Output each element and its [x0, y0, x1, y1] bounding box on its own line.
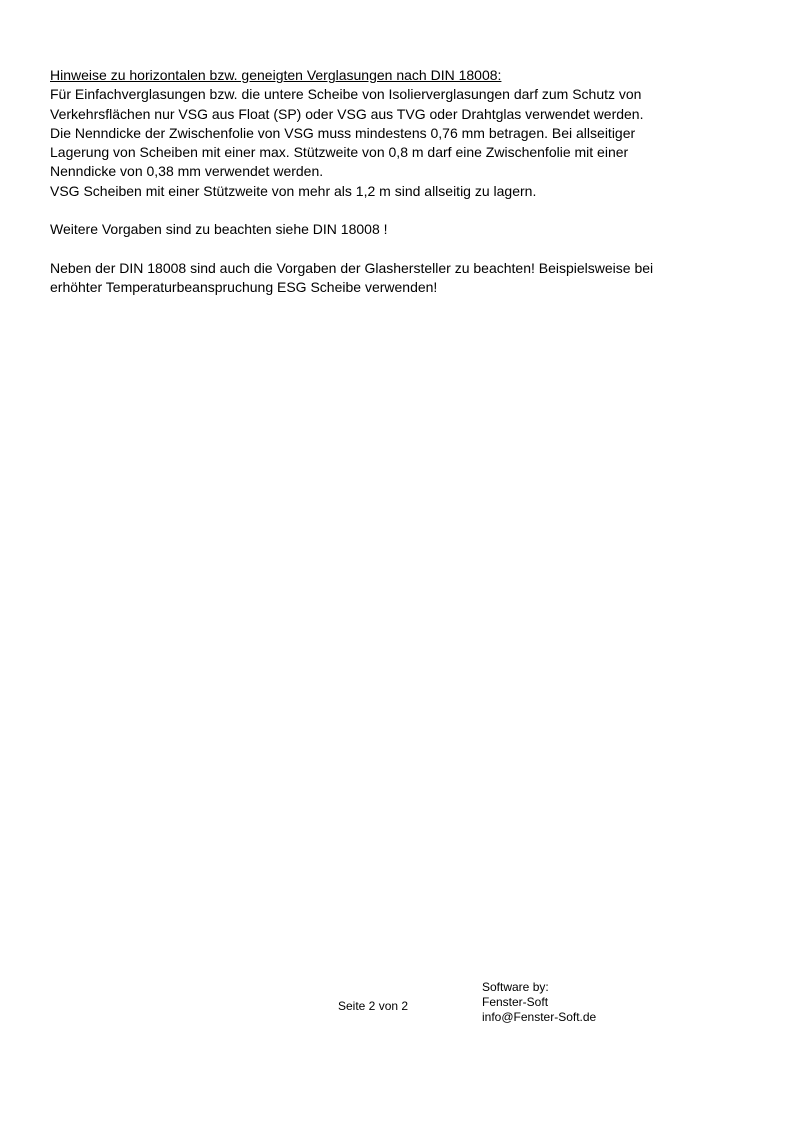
- paragraph-line: Verkehrsflächen nur VSG aus Float (SP) oder VSG aus TVG oder Drahtglas verwendet werden.: [50, 105, 644, 122]
- paragraph-spacer: [50, 201, 750, 220]
- page-number: Seite 2 von 2: [338, 999, 409, 1013]
- paragraph-manufacturer-notes: [50, 259, 750, 298]
- paragraph-spacer: [50, 240, 750, 259]
- paragraph-line: Neben der DIN 18008 sind auch die Vorgaben der Glashersteller zu beachten! Beispielsweise bei: [50, 259, 654, 276]
- document-body: [50, 66, 750, 298]
- paragraph-glazing-rules: [50, 85, 750, 201]
- paragraph-line: VSG Scheiben mit einer Stützweite von mehr als 1,2 m sind allseitig zu lagern.: [50, 182, 537, 199]
- paragraph-line: erhöhter Temperaturbeanspruchung ESG Scheibe verwenden!: [50, 279, 438, 296]
- paragraph-line: Lagerung von Scheiben mit einer max. Stützweite von 0,8 m darf eine Zwischenfolie mit einer: [50, 144, 629, 161]
- paragraph-further-requirements: Weitere Vorgaben sind zu beachten siehe DIN 18008 !: [50, 221, 388, 238]
- paragraph-line: Die Nenndicke der Zwischenfolie von VSG muss mindestens 0,76 mm betragen. Bei allseitiger: [50, 124, 636, 141]
- credit-email: info@Fenster-Soft.de: [482, 1010, 597, 1024]
- paragraph-line: Für Einfachverglasungen bzw. die untere Scheibe von Isolierverglasungen darf zum Schutz von: [50, 86, 642, 103]
- paragraph-line: Nenndicke von 0,38 mm verwendet werden.: [50, 163, 324, 180]
- credit-company: Fenster-Soft: [482, 995, 549, 1009]
- software-credit: [482, 980, 596, 1025]
- section-heading: Hinweise zu horizontalen bzw. geneigten Verglasungen nach DIN 18008:: [50, 67, 502, 83]
- credit-label: Software by:: [482, 980, 549, 994]
